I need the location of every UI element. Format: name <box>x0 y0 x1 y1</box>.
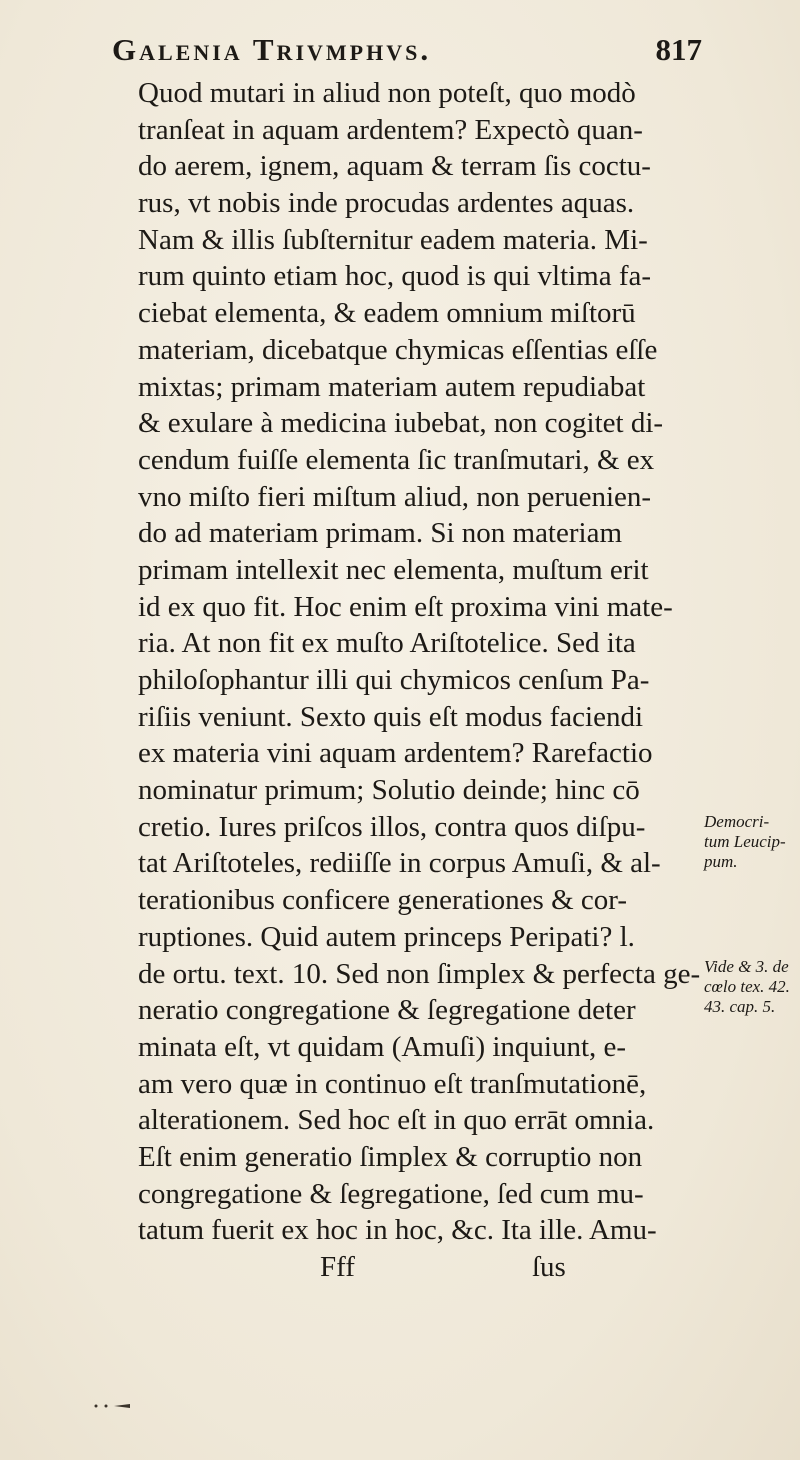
signature-mark: Fff <box>320 1251 355 1283</box>
text-line: tranſeat in aquam ardentem? Expectò quan- <box>138 113 643 146</box>
text-line: cretio. Iures priſcos illos, contra quos diſpu- <box>138 810 646 843</box>
text-line: mixtas; primam materiam autem repudiabat <box>138 370 646 403</box>
text-line: philoſophantur illi qui chymicos cenſum Pa- <box>138 664 650 696</box>
page-number: 817 <box>655 32 702 67</box>
margin-note-line: 43. cap. 5. <box>704 997 776 1016</box>
text-line: ruptiones. Quid autem princeps Peripati? l. <box>138 920 635 953</box>
text-line: Nam & illis ſubſternitur eadem materia. Mi- <box>138 223 648 256</box>
text-line: ria. At non fit ex muſto Ariſtotelice. Sed ita <box>138 627 636 660</box>
catchword: ſus <box>532 1251 566 1283</box>
text-line: neratio congregatione & ſegregatione deter <box>138 994 636 1027</box>
text-line: alterationem. Sed hoc eſt in quo errāt omnia. <box>138 1104 655 1137</box>
text-line: Quod mutari in aliud non poteſt, quo modò <box>138 77 636 109</box>
text-line-italic-ref: de ortu. text. 10. Sed non ſimplex & perfecta ge- <box>138 957 701 990</box>
margin-note-line: cœlo tex. 42. <box>704 977 790 996</box>
text-line: ex materia vini aquam ardentem? Rarefactio <box>138 737 653 770</box>
margin-note-line: tum Leucip- <box>704 832 786 851</box>
text-line: tat Ariſtoteles, rediiſſe in corpus Amuſi, & al- <box>138 847 661 880</box>
ink-smudge-icon <box>92 1400 132 1412</box>
page-header <box>112 28 702 78</box>
text-line: vno miſto fieri miſtum aliud, non peruenien- <box>138 480 652 513</box>
text-line: nominatur primum; Solutio deinde; hinc cō <box>138 774 640 807</box>
text-line: id ex quo fit. Hoc enim eſt proxima vini mate- <box>138 590 673 623</box>
text-line: do ad materiam primam. Si non materiam <box>138 517 623 550</box>
text-line: primam intellexit nec elementa, muſtum erit <box>138 553 649 586</box>
text-line: & exulare à medicina iubebat, non cogitet di- <box>138 407 664 440</box>
footer-line <box>138 1249 698 1286</box>
margin-note-line: Democri- <box>704 812 770 831</box>
text-line: minata eſt, vt quidam (Amuſi) inquiunt, e- <box>138 1030 627 1063</box>
text-line: cendum fuiſſe elementa ſic tranſmutari, & ex <box>138 443 655 476</box>
text-line: materiam, dicebatque chymicas eſſentias eſſe <box>138 333 658 366</box>
text-line: rum quinto etiam hoc, quod is qui vltima fa- <box>138 260 652 293</box>
margin-note-line: pum. <box>704 852 738 871</box>
text-line: tatum fuerit ex hoc in hoc, &c. Ita ille. Amu- <box>138 1214 657 1247</box>
text-line: congregatione & ſegregatione, ſed cum mu- <box>138 1177 644 1210</box>
margin-note-reference <box>704 957 790 1017</box>
text-line: do aerem, ignem, aquam & terram ſis coctu- <box>138 150 651 183</box>
text-line: terationibus conficere generationes & cor- <box>138 884 627 917</box>
body-text <box>138 75 701 1286</box>
text-line: rus, vt nobis inde procudas ardentes aquas. <box>138 187 635 220</box>
text-line: riſiis veniunt. Sexto quis eſt modus faciendi <box>138 700 644 733</box>
text-line: Eſt enim generatio ſimplex & corruptio non <box>138 1140 643 1173</box>
running-title: Galenia Trivmphvs. <box>112 32 432 67</box>
margin-note-line: Vide & 3. de <box>704 957 789 976</box>
margin-note-democritus <box>704 812 786 872</box>
text-line: ciebat elementa, & eadem omnium miſtorū <box>138 297 636 330</box>
text-line: am vero quæ in continuo eſt tranſmutationē, <box>138 1067 647 1100</box>
